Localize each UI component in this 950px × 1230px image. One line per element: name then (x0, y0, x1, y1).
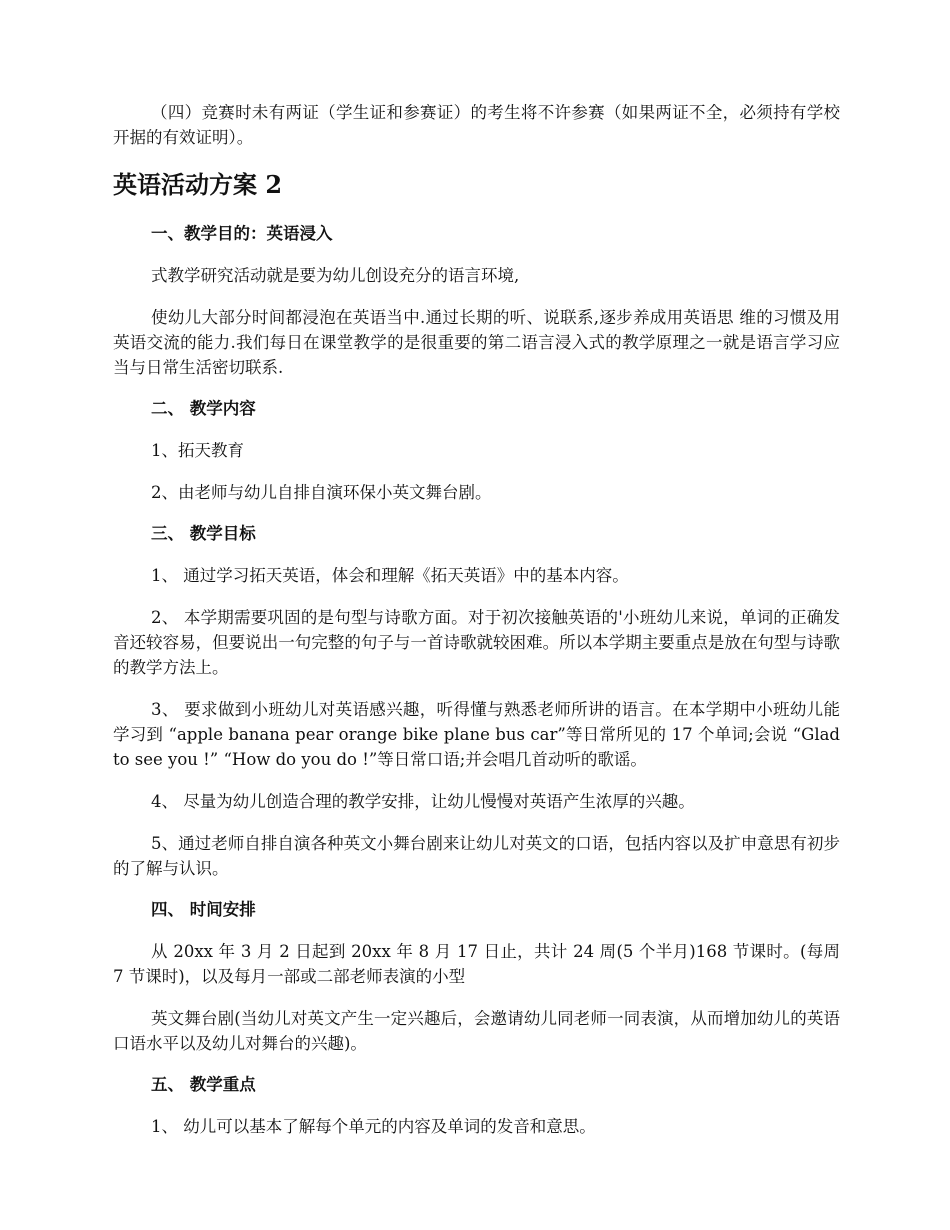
section-4-paragraph-1: 从 20xx 年 3 月 2 日起到 20xx 年 8 月 17 日止，共计 24 周(5 个半月)168 节课时。(每周 7 节课时)，以及每月一部或二部老师表演的小型 (113, 942, 840, 986)
section-3-item-3: 3、 要求做到小班幼儿对英语感兴趣，听得懂与熟悉老师所讲的语言。在本学期中小班幼儿能学习到 “apple banana pear orange bike plane bus car”等日常所见的 17 个单词;会说 “Glad to see you !” “How do you do !”等日常口语;并会唱几首动听的歌谣。 (113, 700, 840, 769)
section-5-heading: 五、 教学重点 (151, 1075, 256, 1094)
intro-paragraph: （四）竞赛时未有两证（学生证和参赛证）的考生将不许参赛（如果两证不全，必须持有学校开据的有效证明）。 (113, 103, 840, 147)
section-4-paragraph-2: 英文舞台剧(当幼儿对英文产生一定兴趣后，会邀请幼儿同老师一同表演，从而增加幼儿的英语口语水平以及幼儿对舞台的兴趣)。 (113, 1009, 840, 1053)
document-page (113, 100, 840, 1156)
document-title: 英语活动方案 2 (113, 170, 283, 199)
section-2-item-2: 2、由老师与幼儿自排自演环保小英文舞台剧。 (151, 483, 492, 502)
section-3-item-5: 5、通过老师自排自演各种英文小舞台剧来让幼儿对英文的口语，包括内容以及扩申意思有初步的了解与认识。 (113, 834, 840, 878)
section-3-item-1: 1、 通过学习拓天英语，体会和理解《拓天英语》中的基本内容。 (151, 566, 629, 585)
section-4-heading: 四、 时间安排 (151, 900, 256, 919)
section-5-item-1: 1、 幼儿可以基本了解每个单元的内容及单词的发音和意思。 (151, 1117, 596, 1136)
section-1-paragraph-2: 使幼儿大部分时间都浸泡在英语当中.通过长期的听、说联系,逐步养成用英语思 维的习惯及用英语交流的能力.我们每日在课堂教学的是很重要的第二语言浸入式的教学原理之一就是语言学习应当与日常生活密切联系. (113, 308, 840, 377)
section-2-heading: 二、 教学内容 (151, 399, 256, 418)
section-3-heading: 三、 教学目标 (151, 524, 256, 543)
section-3-item-2: 2、 本学期需要巩固的是句型与诗歌方面。对于初次接触英语的'小班幼儿来说，单词的正确发音还较容易，但要说出一句完整的句子与一首诗歌就较困难。所以本学期主要重点是放在句型与诗歌的教学方法上。 (113, 608, 840, 677)
section-3-item-4: 4、 尽量为幼儿创造合理的教学安排，让幼儿慢慢对英语产生浓厚的兴趣。 (151, 792, 695, 811)
section-1-heading: 一、教学目的：英语浸入 (151, 224, 333, 243)
section-2-item-1: 1、拓天教育 (151, 441, 244, 460)
section-1-paragraph-1: 式教学研究活动就是要为幼儿创设充分的语言环境, (151, 266, 520, 285)
